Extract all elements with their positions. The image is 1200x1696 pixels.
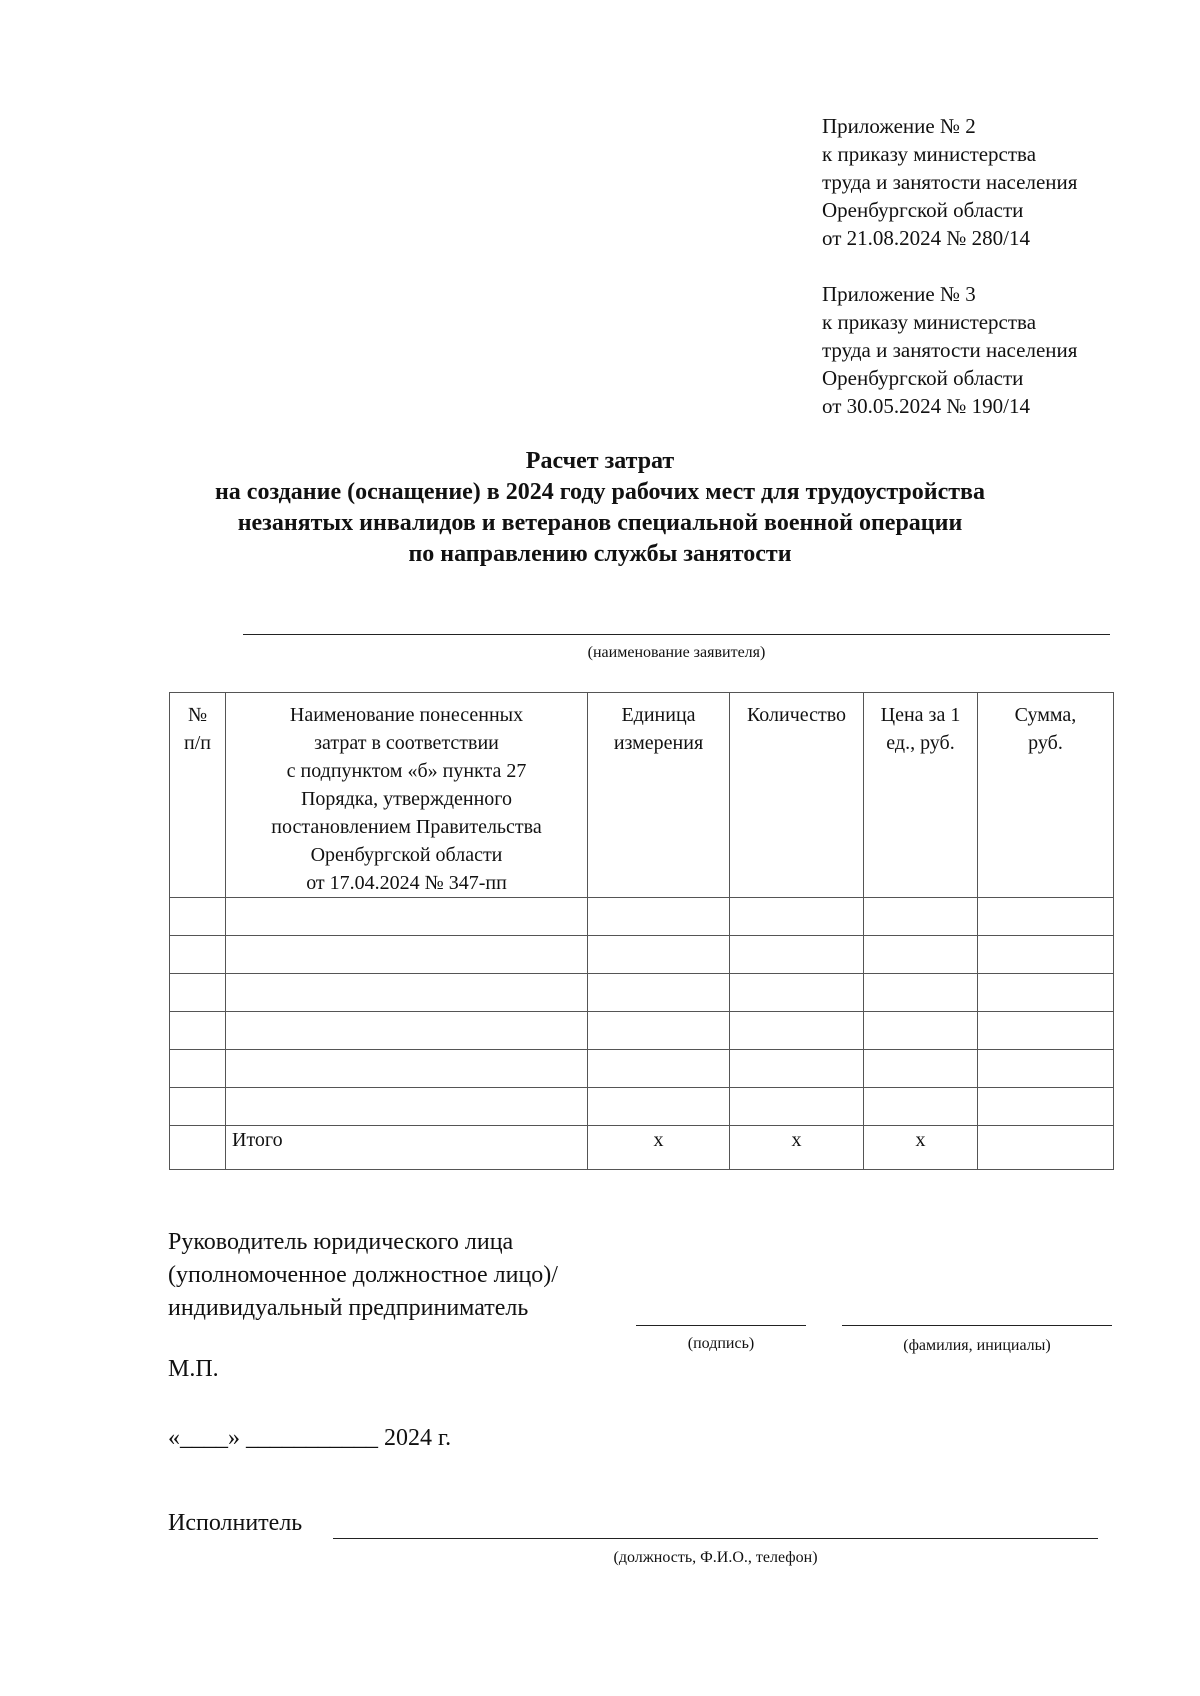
header-text: № [187,704,208,726]
table-cell[interactable] [978,1088,1114,1126]
annex-line: от 30.05.2024 № 190/14 [822,394,1031,418]
table-cell[interactable] [588,936,730,974]
table-row [170,974,1114,1012]
table-cell[interactable] [588,1088,730,1126]
header-text: п/п [184,732,211,754]
table-cell[interactable] [978,1012,1114,1050]
applicant-name-field[interactable] [243,634,1110,635]
table-cell[interactable] [226,936,588,974]
table-cell[interactable] [978,936,1114,974]
executor-field[interactable] [333,1538,1098,1539]
total-quantity-cell: х [730,1126,864,1170]
document-title [100,446,1100,570]
header-unit [588,693,730,898]
annex-3-reference [822,280,1077,420]
total-unit-cell: х [588,1126,730,1170]
table-cell[interactable] [730,1050,864,1088]
header-sum [978,693,1114,898]
total-price-cell: х [864,1126,978,1170]
table-cell[interactable] [170,898,226,936]
stamp-place: М.П. [168,1356,219,1382]
table-row [170,1088,1114,1126]
header-text: Количество [746,704,847,726]
total-sum-cell[interactable] [978,1126,1114,1170]
table-cell[interactable] [226,974,588,1012]
table-cell[interactable] [864,1012,978,1050]
annex-line: от 21.08.2024 № 280/14 [822,226,1031,250]
header-text: Сумма, [1014,704,1077,726]
executor-label: Исполнитель [168,1510,303,1536]
title-line: Расчет затрат [525,448,675,474]
table-cell[interactable] [730,1088,864,1126]
table-cell[interactable] [170,1088,226,1126]
table-cell[interactable] [588,898,730,936]
signature-caption: (подпись) [687,1335,755,1352]
header-text: постановлением Правительства [271,816,542,838]
table-row [170,936,1114,974]
applicant-caption: (наименование заявителя) [587,644,766,661]
table-cell[interactable] [978,1050,1114,1088]
table-cell[interactable] [730,1012,864,1050]
signer-line: индивидуальный предприниматель [168,1295,529,1321]
table-cell[interactable] [730,974,864,1012]
header-text: руб. [1028,732,1063,754]
table-cell[interactable] [978,974,1114,1012]
table-cell[interactable] [864,1088,978,1126]
header-text: затрат в соответствии [314,732,499,754]
signature-field[interactable] [636,1325,806,1326]
signer-title [168,1226,558,1325]
table-row [170,1012,1114,1050]
table-cell [170,1126,226,1170]
table-cell[interactable] [226,1088,588,1126]
total-label: Итого [226,1126,588,1170]
header-price [864,693,978,898]
header-text: Порядка, утвержденного [300,788,513,810]
header-text: Оренбургской области [310,844,503,866]
table-cell[interactable] [170,1012,226,1050]
table-row [170,898,1114,936]
annex-line: труда и занятости населения [822,170,1078,194]
header-text: измерения [613,732,704,754]
table-total-row [170,1126,1114,1170]
signer-line: Руководитель юридического лица [168,1229,514,1255]
header-text: Единица [621,704,696,726]
table-cell[interactable] [864,974,978,1012]
header-text: Цена за 1 [880,704,961,726]
annex-line: Оренбургской области [822,366,1024,390]
annex-line: Приложение № 2 [822,114,976,138]
table-cell[interactable] [730,898,864,936]
table-cell[interactable] [864,1050,978,1088]
annex-2-reference [822,112,1077,252]
header-text: с подпунктом «б» пункта 27 [286,760,527,782]
cost-table [169,692,1114,1170]
table-cell[interactable] [588,974,730,1012]
signer-name-field[interactable] [842,1325,1112,1326]
table-header-row [170,693,1114,898]
header-quantity [730,693,864,898]
table-cell[interactable] [864,898,978,936]
annex-line: труда и занятости населения [822,338,1078,362]
table-cell[interactable] [588,1012,730,1050]
header-number [170,693,226,898]
table-cell[interactable] [864,936,978,974]
title-line: по направлению службы занятости [408,541,792,567]
header-text: Наименование понесенных [289,704,524,726]
table-cell[interactable] [978,898,1114,936]
header-cost-name [226,693,588,898]
annex-line: Оренбургской области [822,198,1024,222]
table-cell[interactable] [170,936,226,974]
table-cell[interactable] [170,1050,226,1088]
date-field[interactable]: «____» ___________ 2024 г. [168,1425,452,1451]
title-line: на создание (оснащение) в 2024 году рабочих мест для трудоустройства [214,479,986,505]
table-cell[interactable] [588,1050,730,1088]
signer-name-caption: (фамилия, инициалы) [903,1337,1051,1354]
table-cell[interactable] [226,898,588,936]
title-line: незанятых инвалидов и ветеранов специальной военной операции [237,510,963,536]
table-row [170,1050,1114,1088]
annex-line: к приказу министерства [822,142,1037,166]
executor-caption: (должность, Ф.И.О., телефон) [613,1549,818,1566]
table-cell[interactable] [226,1050,588,1088]
annex-line: к приказу министерства [822,310,1037,334]
header-text: ед., руб. [886,732,955,754]
annex-line: Приложение № 3 [822,282,976,306]
signer-line: (уполномоченное должностное лицо)/ [168,1262,558,1288]
header-text: от 17.04.2024 № 347-пп [306,872,507,894]
table-cell[interactable] [170,974,226,1012]
table-cell[interactable] [226,1012,588,1050]
table-cell[interactable] [730,936,864,974]
